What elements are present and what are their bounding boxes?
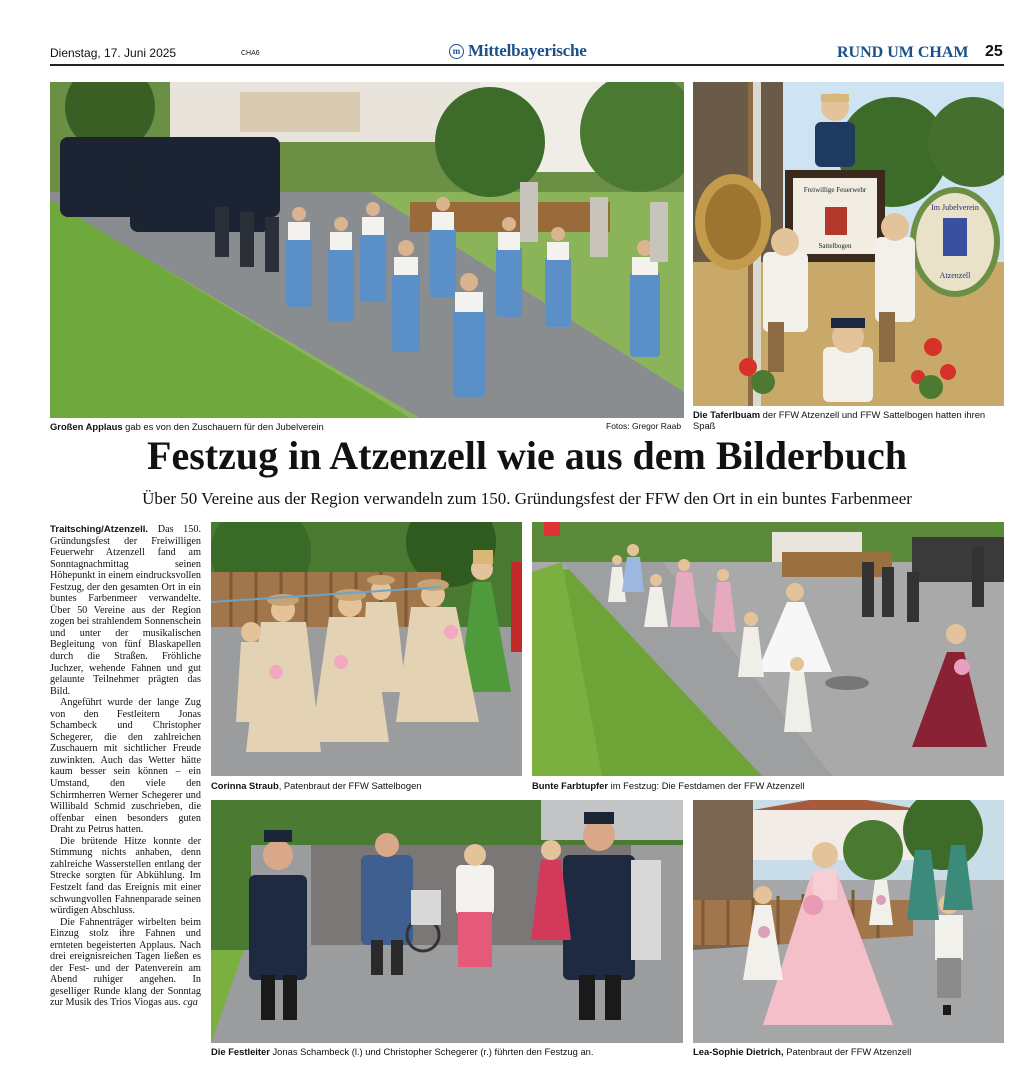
taferlbuam-photo xyxy=(693,82,1004,406)
caption-bold: Bunte Farbtupfer xyxy=(532,780,609,791)
festleiter-image xyxy=(211,800,683,1043)
paragraph-text: Das 150. Gründungsfest der Freiwilligen Feuerwehr Atzenzell fand am Sonntagnachmittag seinen Höhepunkt in einem eindrucksvollen Festzug, der den gesamten Ort in ein buntes Farbenmeer verwandelte. Über 50 Vereine aus der Region zogen bei strahlendem Sonnenschein und unter der musikalischen Begleitung von fünf Blaskapellen durch die Straßen. Fröhliche Juchzer, wehende Fahnen und gut gelaunte Teilnehmer prägten das Bild. xyxy=(50,524,202,697)
sign-right-text: Im Jubelverein xyxy=(931,203,979,212)
festdamen-photo xyxy=(532,522,1004,776)
caption-text: Patenbraut der FFW Atzenzell xyxy=(783,1046,912,1057)
caption-bold: Die Taferlbuam xyxy=(693,409,761,420)
paragraph-text: Die Fahnenträger wirbelten beim Einzug stolz ihre Fahnen und ernteten begeisterten Applaus. Nach drei ereignisreichen Tagen ließen es der Fest- und der Patenverein am Abend ruhiger angehen. In geselliger Runde klang der Sonntag zur Musik des Trios Viogas aus. xyxy=(50,916,201,1009)
photo-credit: Fotos: Gregor Raab xyxy=(606,421,682,431)
article-subheadline: Über 50 Vereine aus der Region verwandeln zum 150. Gründungsfest der FFW den Ort in ein buntes Farbenmeer xyxy=(142,489,912,508)
article-paragraph xyxy=(50,917,201,1009)
festdamen-caption xyxy=(532,780,1004,791)
festdamen-image xyxy=(532,522,1004,776)
festleiter-photo xyxy=(211,800,683,1043)
article-paragraph: Angeführt wurde der lange Zug von den Festleitern Jonas Schambeck und Christopher Schegerer, die den zahlreichen Zuschauern mit sichtlicher Freude zuwinkten. Auch das Wetter hätte kaum besser sein können – ein Umstand, den viele den Schirmherren Werner Schegerer und Willibald Schmid zuschrieben, die offenbar einen besonders guten Draht zu Petrus hatten. xyxy=(50,697,201,836)
logo-m-icon: m xyxy=(449,44,464,59)
caption-text: Jonas Schambeck (l.) und Christopher Schegerer (r.) führten den Festzug an. xyxy=(269,1046,594,1057)
taferlbuam-image xyxy=(693,82,1004,406)
caption-bold: Lea-Sophie Dietrich, xyxy=(693,1046,784,1057)
festleiter-caption xyxy=(211,1046,683,1057)
corinna-straub-photo xyxy=(211,522,522,776)
header-rule xyxy=(50,64,1004,66)
caption-text: der FFW Atzenzell und FFW Sattelbogen hatten ihren Spaß xyxy=(693,409,986,431)
lea-sophie-image xyxy=(693,800,1004,1043)
newspaper-logo xyxy=(449,41,587,61)
sign-right-bottom-text: Atzenzell xyxy=(939,271,971,280)
caption-text: im Festzug: Die Festdamen der FFW Atzenzell xyxy=(608,780,805,791)
logo-text: Mittelbayerische xyxy=(468,41,587,60)
right-emblem xyxy=(913,190,997,294)
author-initials: cga xyxy=(183,997,198,1009)
dateline: Traitsching/Atzenzell. xyxy=(50,524,149,535)
corinna-straub-caption xyxy=(211,780,523,791)
parade-photo xyxy=(50,82,684,418)
left-emblem-shield xyxy=(695,174,771,270)
section-title: RUND UM CHAM xyxy=(837,44,969,61)
caption-text: , Patenbraut der FFW Sattelbogen xyxy=(278,780,422,791)
article-paragraph: Die brütende Hitze konnte der Stimmung nichts anhaben, denn zahlreiche Wasserstellen entlang der Strecke sorgten für Abkühlung. Im Festzelt fand das Ereignis mit einer schwungvollen Fahnenparade seinen würdigen Abschluss. xyxy=(50,835,201,917)
parade-photo-caption xyxy=(50,421,590,432)
edition-code: CHA6 xyxy=(241,50,260,57)
caption-bold: Corinna Straub xyxy=(211,780,279,791)
caption-bold: Die Festleiter xyxy=(211,1046,270,1057)
article-body xyxy=(50,524,201,1009)
parade-image xyxy=(50,82,684,418)
taferlbuam-caption xyxy=(693,409,1005,431)
article-paragraph xyxy=(50,524,201,697)
caption-bold: Großen Applaus xyxy=(50,421,123,432)
lea-sophie-caption xyxy=(693,1046,1005,1057)
sign-left-bottom-text: Sattelbogen xyxy=(818,242,852,250)
page-number: 25 xyxy=(985,43,1003,60)
caption-text: gab es von den Zuschauern für den Jubelverein xyxy=(122,421,324,432)
sign-left-text: Freiwillige Feuerwehr xyxy=(803,186,867,194)
corinna-straub-image xyxy=(211,522,522,776)
article-headline: Festzug in Atzenzell wie aus dem Bilderbuch xyxy=(147,433,907,478)
lea-sophie-photo xyxy=(693,800,1004,1043)
issue-date: Dienstag, 17. Juni 2025 xyxy=(50,46,177,60)
